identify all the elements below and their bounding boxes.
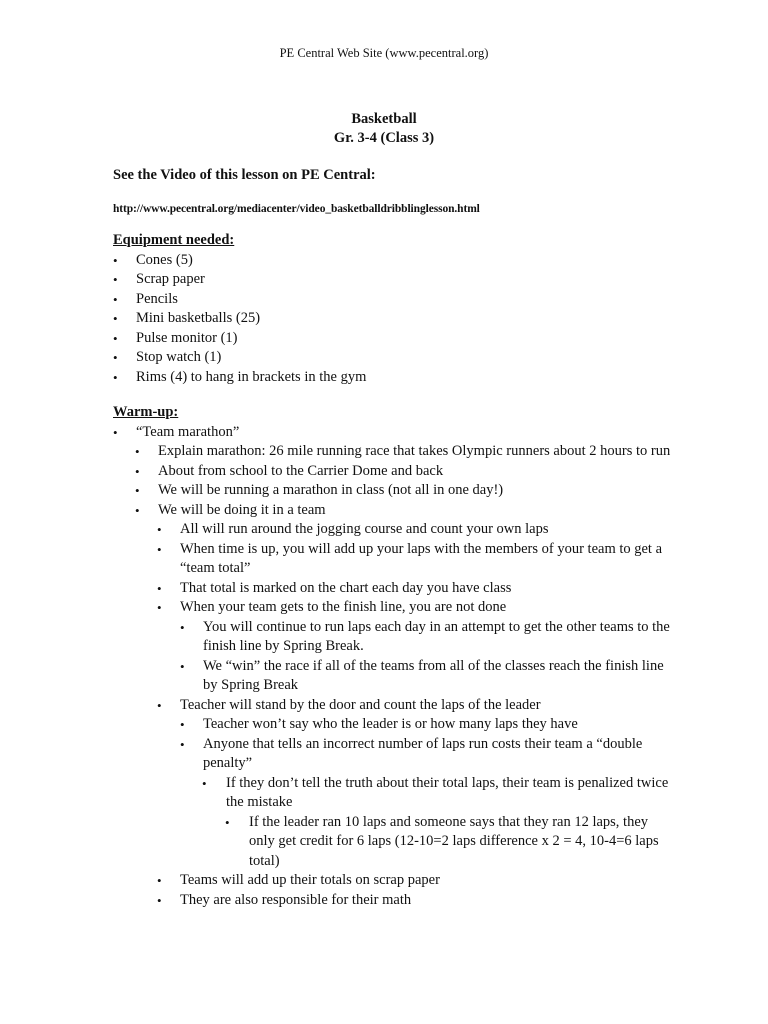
list-item-text: Stop watch (1): [136, 349, 222, 365]
list-item-text: Rims (4) to hang in brackets in the gym: [136, 368, 367, 385]
list-item-text: Teams will add up their totals on scrap paper: [180, 872, 440, 888]
list-item-text: Teacher won’t say who the leader is or how many laps they have: [203, 716, 578, 732]
list-item-text: Cones (5): [136, 251, 193, 268]
list-item: [113, 520, 673, 540]
bullet-icon: •: [225, 814, 230, 830]
list-item-text: All will run around the jogging course and count your own laps: [180, 521, 549, 537]
list-item: [113, 462, 673, 482]
list-item: [113, 368, 673, 388]
list-item: [113, 348, 673, 368]
list-item-text: We “win” the race if all of the teams from all of the classes reach the finish line by Spring Break: [203, 657, 664, 693]
page-header: PE Central Web Site (www.pecentral.org): [279, 46, 489, 60]
lesson-content: [113, 166, 673, 910]
list-item: [113, 657, 673, 696]
list-item: [113, 774, 673, 813]
list-item-text: Scrap paper: [136, 271, 205, 287]
list-item-text: “Team marathon”: [136, 423, 240, 440]
list-item: [113, 579, 673, 599]
video-heading: See the Video of this lesson on PE Central:: [113, 167, 376, 183]
list-item: [113, 891, 673, 911]
bullet-icon: •: [180, 736, 185, 752]
bullet-icon: •: [135, 502, 140, 518]
list-item-text: They are also responsible for their math: [180, 891, 412, 908]
list-item: [113, 715, 673, 735]
bullet-icon: •: [113, 424, 118, 440]
bullet-icon: •: [180, 658, 185, 674]
bullet-icon: •: [180, 717, 185, 732]
list-item: [113, 329, 673, 349]
equipment-list: [113, 251, 673, 388]
list-item-text: If they don’t tell the truth about their total laps, their team is penalized twice the mistake: [226, 774, 669, 810]
list-item: [113, 540, 673, 579]
list-item: [113, 270, 673, 290]
list-item-text: Pencils: [136, 290, 178, 307]
bullet-icon: •: [135, 444, 140, 459]
bullet-icon: •: [113, 369, 118, 385]
list-item-text: When your team gets to the finish line, you are not done: [180, 599, 507, 615]
list-item: [113, 735, 673, 774]
list-item: [113, 813, 673, 872]
list-item-text: We will be running a marathon in class (not all in one day!): [158, 482, 504, 498]
list-item: [113, 251, 673, 271]
bullet-icon: •: [113, 350, 118, 365]
list-item-text: If the leader ran 10 laps and someone says that they ran 12 laps, they only get credit for 6 laps (12-10=2 laps difference x 2 = 4, 10-4=6 laps total): [249, 813, 659, 869]
title-line-1: Basketball: [351, 111, 417, 127]
bullet-icon: •: [135, 483, 140, 498]
list-item-text: About from school to the Carrier Dome and back: [158, 462, 444, 479]
bullet-icon: •: [113, 252, 118, 268]
bullet-icon: •: [135, 463, 140, 479]
bullet-icon: •: [157, 600, 162, 615]
list-item: [113, 442, 673, 462]
list-item-text: Mini basketballs (25): [136, 310, 261, 326]
bullet-icon: •: [157, 697, 162, 713]
list-item: [113, 501, 673, 521]
list-item-text: When time is up, you will add up your laps with the members of your team to get a “team total”: [180, 540, 663, 576]
lesson-title: [0, 110, 768, 148]
list-item: [113, 696, 673, 716]
list-item-text: Anyone that tells an incorrect number of laps run costs their team a “double penalty”: [203, 735, 643, 771]
bullet-icon: •: [157, 580, 162, 596]
list-item-text: You will continue to run laps each day in an attempt to get the other teams to the finish line by Spring Break.: [203, 618, 670, 654]
bullet-icon: •: [113, 311, 118, 326]
list-item: [113, 618, 673, 657]
bullet-icon: •: [202, 775, 207, 791]
list-item: [113, 598, 673, 618]
bullet-icon: •: [113, 291, 118, 307]
bullet-icon: •: [180, 619, 185, 635]
list-item: [113, 481, 673, 501]
bullet-icon: •: [157, 892, 162, 908]
list-item-text: Explain marathon: 26 mile running race that takes Olympic runners about 2 hours to run: [158, 443, 671, 459]
list-item: [113, 423, 673, 443]
list-item-text: We will be doing it in a team: [158, 501, 326, 518]
list-item-text: That total is marked on the chart each day you have class: [180, 579, 512, 596]
bullet-icon: •: [113, 272, 118, 287]
title-line-2: Gr. 3-4 (Class 3): [333, 130, 435, 146]
list-item-text: Pulse monitor (1): [136, 329, 238, 346]
bullet-icon: •: [157, 541, 162, 557]
warmup-heading: Warm-up:: [113, 404, 179, 420]
list-item: [113, 290, 673, 310]
video-url: http://www.pecentral.org/mediacenter/video_basketballdribblinglesson.html: [113, 202, 480, 215]
warmup-list: [113, 423, 673, 911]
bullet-icon: •: [113, 330, 118, 346]
bullet-icon: •: [157, 873, 162, 888]
bullet-icon: •: [157, 522, 162, 537]
equipment-heading: Equipment needed:: [113, 232, 235, 248]
list-item: [113, 309, 673, 329]
list-item-text: Teacher will stand by the door and count the laps of the leader: [180, 696, 541, 713]
list-item: [113, 871, 673, 891]
